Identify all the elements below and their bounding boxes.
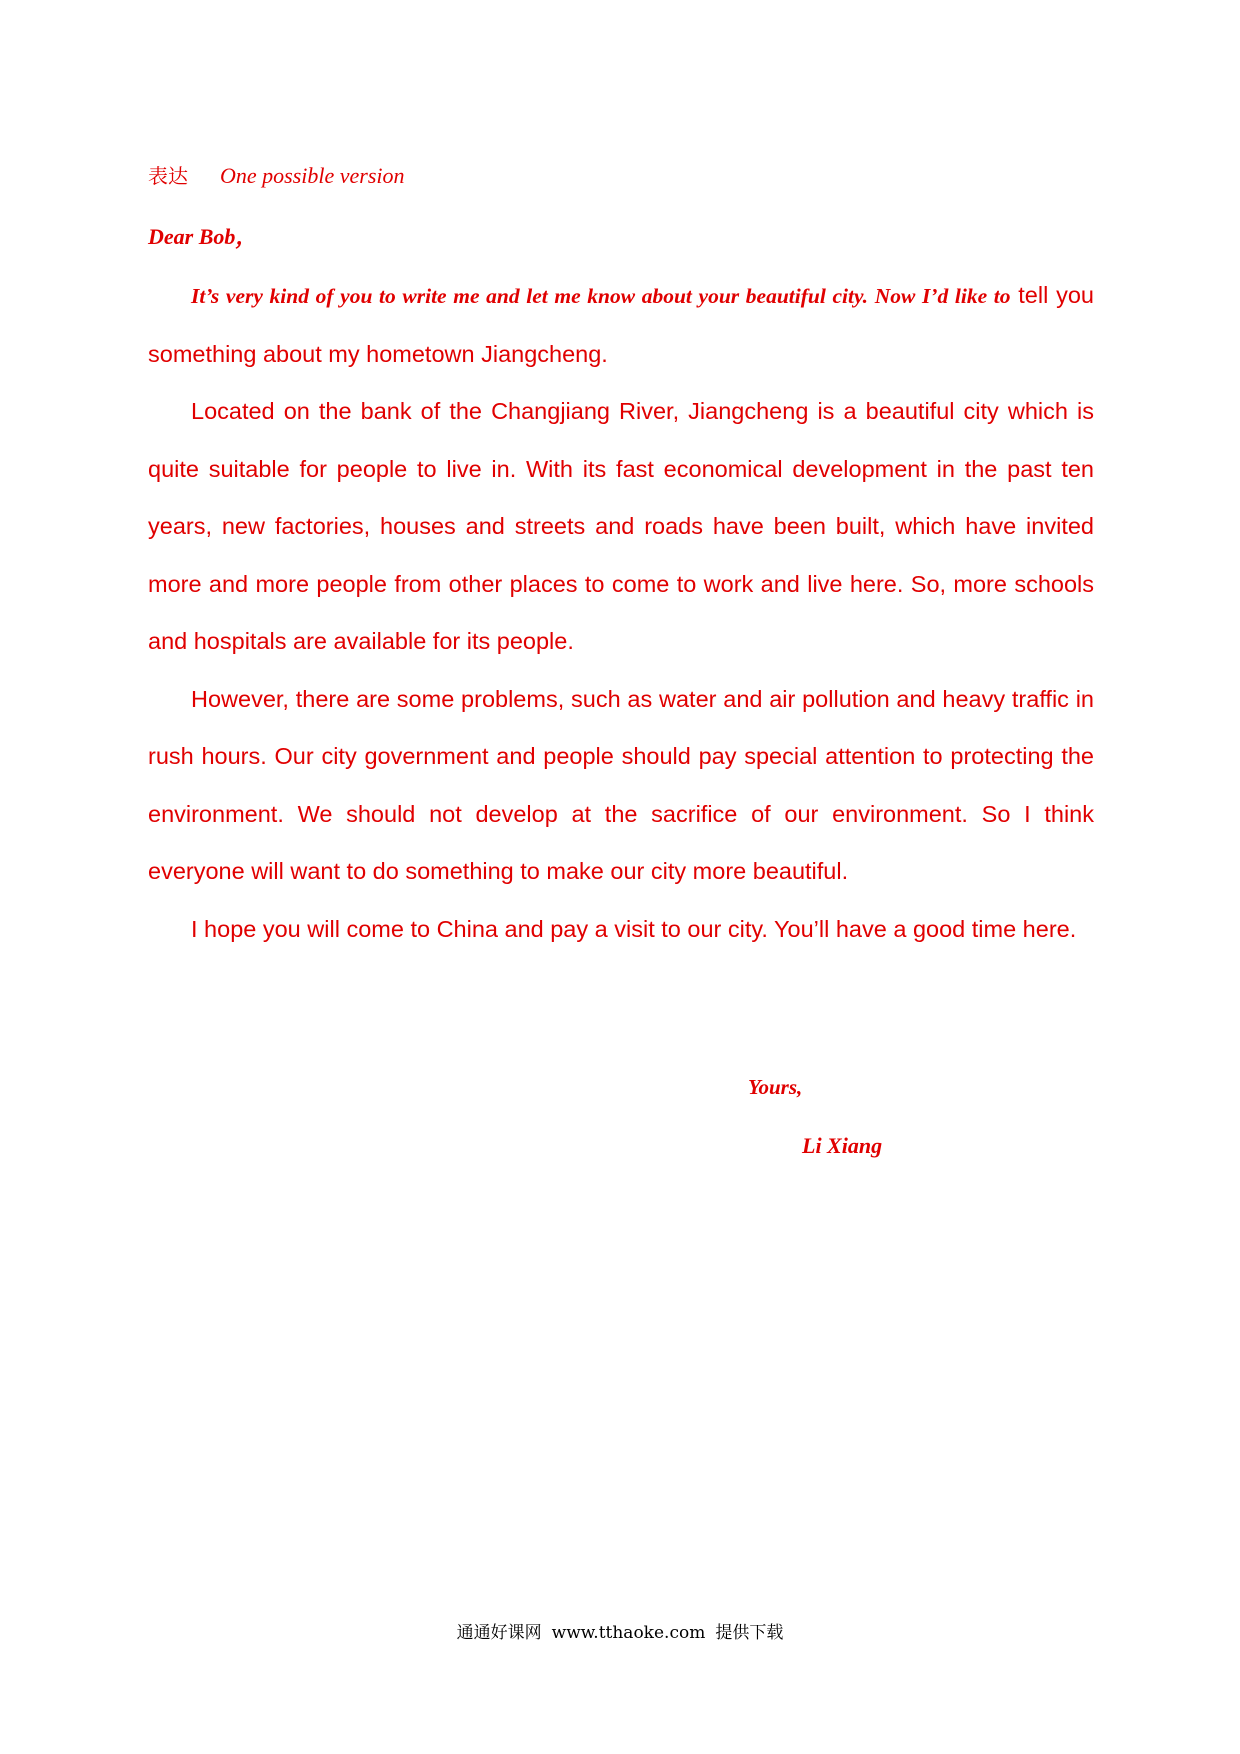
paragraph-2: Located on the bank of the Changjiang River, Jiangcheng is a beautiful city which is quite suitable for people to live in. With its fast economical development in the past ten years, new factories, houses and streets and roads have been built, which have invited more and more people from other places to come to work and live here. So, more schools and hospitals are available for its people. — [148, 398, 1094, 654]
footer-url[interactable]: www.tthaoke.com — [551, 1623, 706, 1643]
section-heading — [148, 160, 405, 189]
paragraph-1-lead: It’s very kind of you to write me and let me know about your beautiful city. Now I’d like to — [191, 284, 1011, 308]
paragraph-4: I hope you will come to China and pay a visit to our city. You’ll have a good time here. — [191, 915, 1077, 942]
letter-signature: Li Xiang — [802, 1133, 883, 1158]
paragraph-1-rest: tell you something about my hometown Jiangcheng. — [148, 282, 1094, 367]
heading-label: 表达 — [148, 164, 188, 188]
paragraph-3: However, there are some problems, such as water and air pollution and heavy traffic in rush hours. Our city government and people should pay special attention to protecting the environment. We should not develop at the sacrifice of our environment. So I think everyone will want to do something to make our city more beautiful. — [148, 685, 1094, 884]
letter-closing: Yours, — [748, 1075, 803, 1099]
letter-salutation: Dear Bob， — [148, 224, 258, 249]
page-footer — [0, 1618, 1240, 1643]
heading-version: One possible version — [220, 163, 405, 188]
footer-site-name: 通通好课网 — [456, 1623, 542, 1643]
footer-suffix: 提供下载 — [715, 1623, 784, 1643]
paragraph-1 — [148, 267, 1094, 383]
letter-body — [148, 267, 1094, 958]
